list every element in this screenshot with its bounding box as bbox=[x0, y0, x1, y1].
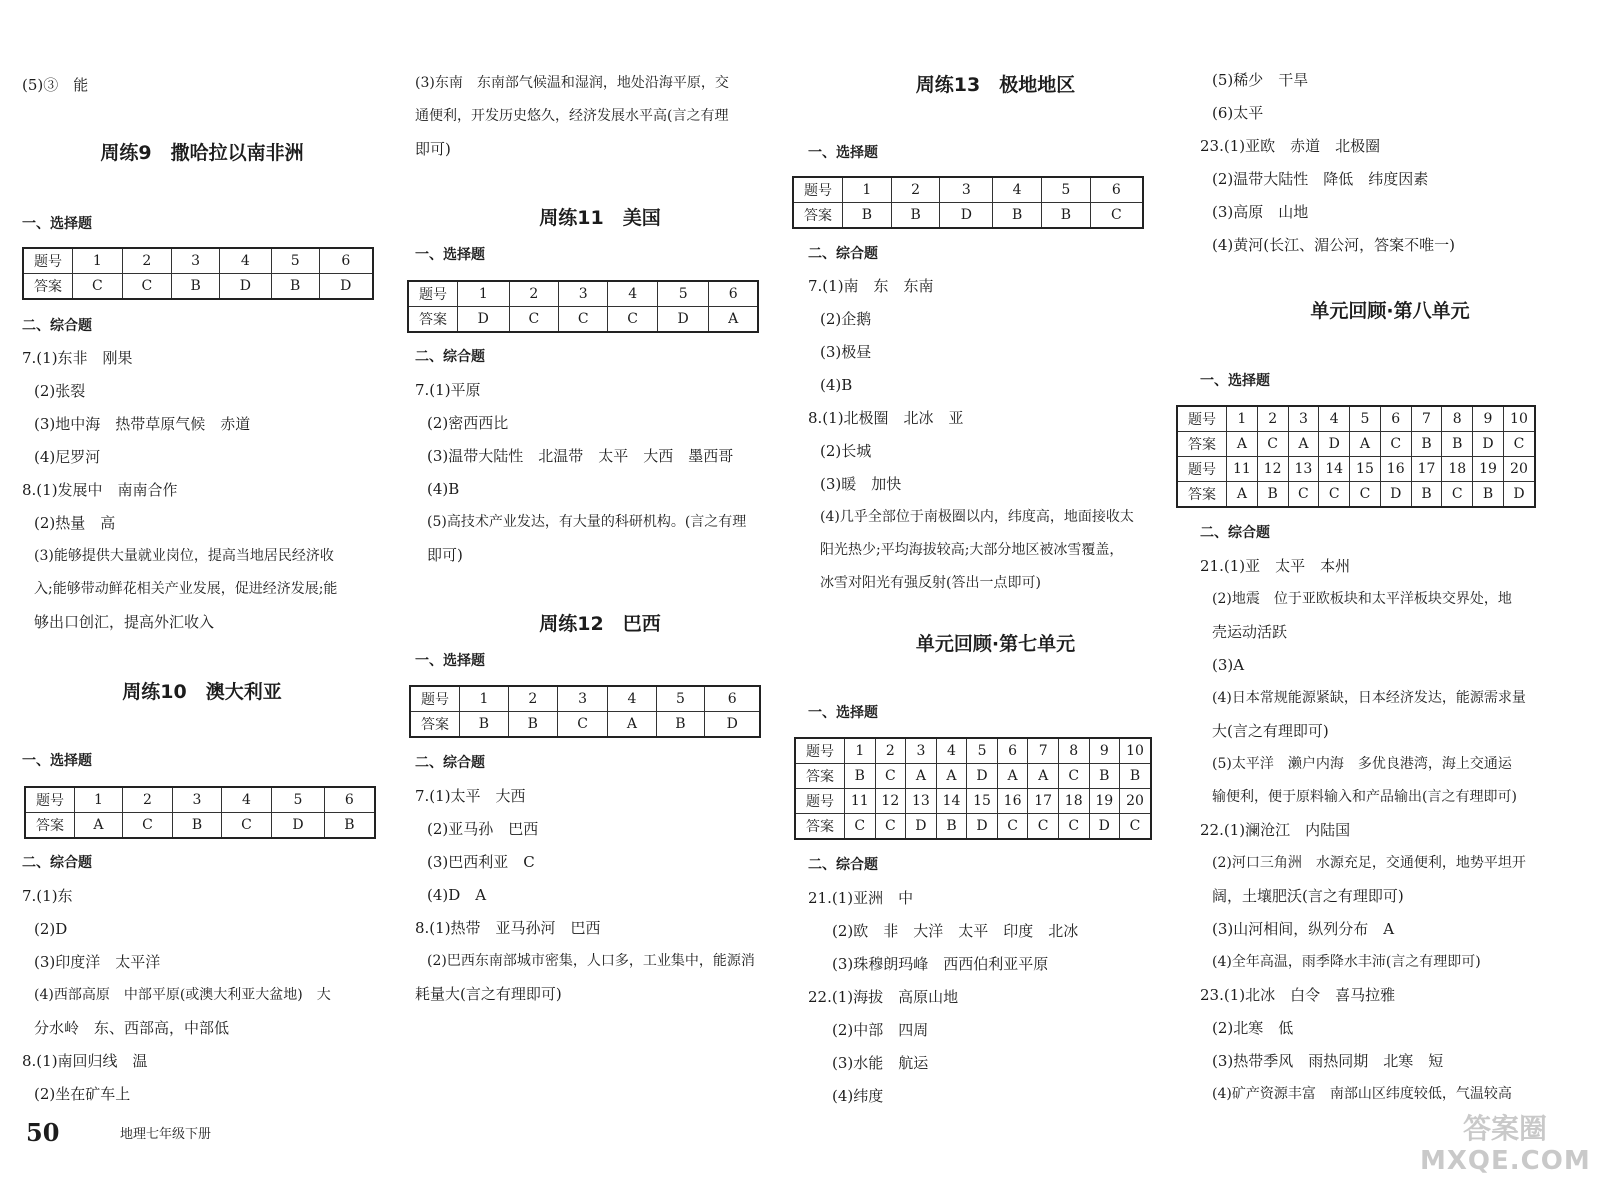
subsection-choice: 一、选择题 bbox=[415, 653, 485, 669]
table-cell: D bbox=[220, 274, 272, 300]
table-cell: D bbox=[967, 814, 998, 840]
table-cell: 3 bbox=[559, 281, 608, 307]
table-cell: 1 bbox=[75, 787, 123, 813]
table-cell: 答案 bbox=[25, 813, 75, 839]
answer-line: (6)太平 bbox=[1212, 104, 1264, 122]
table-row-head bbox=[1177, 406, 1535, 432]
table-cell: B bbox=[993, 203, 1042, 229]
table-cell: A bbox=[1350, 432, 1381, 457]
table-cell: 4 bbox=[993, 177, 1042, 203]
table-cell: D bbox=[705, 712, 760, 738]
table-cell: B bbox=[1411, 432, 1442, 457]
table-cell: 答案 bbox=[23, 274, 73, 300]
table-cell: A bbox=[1028, 764, 1059, 789]
answer-line: 壳运动活跃 bbox=[1212, 623, 1288, 641]
table-cell: D bbox=[967, 764, 998, 789]
table-row-answer bbox=[410, 712, 760, 738]
subsection-choice: 一、选择题 bbox=[1200, 373, 1270, 389]
table-cell: 12 bbox=[875, 789, 906, 814]
answer-line: (4)几乎全部位于南极圈以内，纬度高，地面接收太 bbox=[820, 509, 1134, 525]
table-cell: 4 bbox=[608, 686, 656, 712]
table-cell: 11 bbox=[1227, 457, 1258, 482]
answer-line: (5)太平洋 濑户内海 多优良港湾，海上交通运 bbox=[1212, 756, 1512, 772]
subsection-comprehensive: 二、综合题 bbox=[415, 755, 485, 771]
table-row-answer bbox=[25, 813, 375, 839]
answer-line: (3)热带季风 雨热同期 北寒 短 bbox=[1212, 1052, 1444, 1070]
table-cell: 11 bbox=[845, 789, 876, 814]
table-cell: 19 bbox=[1089, 789, 1120, 814]
table-cell: D bbox=[940, 203, 993, 229]
answer-line: (3)山河相间，纵列分布 A bbox=[1212, 920, 1395, 938]
table-cell: A bbox=[709, 307, 758, 333]
table-cell: 6 bbox=[1090, 177, 1143, 203]
answer-line: 21.(1)亚洲 中 bbox=[808, 889, 914, 907]
watermark-text: 答案圈 bbox=[1462, 1112, 1547, 1145]
answer-line: (3)能够提供大量就业岗位，提高当地居民经济收 bbox=[34, 548, 334, 564]
answer-line: (2)中部 四周 bbox=[832, 1021, 929, 1039]
table-row-answer bbox=[23, 274, 373, 300]
table-cell: B bbox=[1041, 203, 1090, 229]
table-cell: 题号 bbox=[795, 738, 845, 764]
table-row-head bbox=[408, 281, 758, 307]
table-cell: B bbox=[172, 274, 220, 300]
table-cell: 6 bbox=[319, 248, 373, 274]
table-cell: C bbox=[845, 814, 876, 840]
answer-line: 8.(1)北极圈 北冰 亚 bbox=[808, 409, 964, 427]
table-row-answer bbox=[408, 307, 758, 333]
table-cell: 答案 bbox=[410, 712, 460, 738]
table-cell: B bbox=[845, 764, 876, 789]
table-cell: 9 bbox=[1473, 406, 1504, 432]
table-cell: 6 bbox=[324, 787, 375, 813]
table-cell: C bbox=[1090, 203, 1143, 229]
watermark-logo bbox=[1420, 1112, 1590, 1184]
answer-line: 8.(1)热带 亚马孙河 巴西 bbox=[415, 919, 601, 937]
answer-line: (2)河口三角洲 水源充足，交通便利，地势平坦开 bbox=[1212, 855, 1526, 871]
table-cell: 13 bbox=[906, 789, 937, 814]
answer-line: 21.(1)亚 太平 本州 bbox=[1200, 557, 1351, 575]
section-title-unit8: 单元回顾·第八单元 bbox=[1310, 300, 1470, 322]
table-cell: C bbox=[1058, 814, 1089, 840]
table-cell: B bbox=[1120, 764, 1151, 789]
table-cell: C bbox=[509, 307, 558, 333]
table-cell: A bbox=[1227, 432, 1258, 457]
table-cell: 5 bbox=[271, 248, 319, 274]
answer-line: (2)欧 非 大洋 太平 印度 北冰 bbox=[832, 922, 1079, 940]
table-cell: 20 bbox=[1503, 457, 1535, 482]
table-row-head bbox=[23, 248, 373, 274]
table-cell: 6 bbox=[709, 281, 758, 307]
table-cell: 题号 bbox=[1177, 406, 1227, 432]
table-cell: 4 bbox=[1319, 406, 1350, 432]
table-row-head bbox=[1177, 457, 1535, 482]
table-cell: D bbox=[1473, 432, 1504, 457]
table-row-head bbox=[793, 177, 1143, 203]
table-cell: 5 bbox=[1350, 406, 1381, 432]
table-cell: B bbox=[508, 712, 557, 738]
table-cell: 1 bbox=[1227, 406, 1258, 432]
table-cell: 9 bbox=[1089, 738, 1120, 764]
table-cell: 2 bbox=[509, 281, 558, 307]
table-cell: A bbox=[906, 764, 937, 789]
answer-line: 通便利，开发历史悠久，经济发展水平高(言之有理 bbox=[415, 108, 729, 124]
table-cell: C bbox=[1442, 482, 1473, 508]
table-cell: 18 bbox=[1058, 789, 1089, 814]
table-cell: 7 bbox=[1411, 406, 1442, 432]
table-cell: B bbox=[271, 274, 319, 300]
table-cell: B bbox=[891, 203, 940, 229]
table-cell: 4 bbox=[608, 281, 657, 307]
table-cell: 15 bbox=[1350, 457, 1381, 482]
table-cell: 题号 bbox=[410, 686, 460, 712]
table-cell: C bbox=[557, 712, 608, 738]
table-cell: A bbox=[1288, 432, 1319, 457]
answer-table-week9 bbox=[22, 247, 374, 300]
table-row-answer bbox=[795, 814, 1151, 840]
table-cell: C bbox=[1503, 432, 1535, 457]
table-cell: 答案 bbox=[408, 307, 458, 333]
answer-line: 耗量大(言之有理即可) bbox=[415, 985, 562, 1003]
answer-table-unit8 bbox=[1176, 405, 1536, 508]
table-cell: 5 bbox=[657, 281, 709, 307]
table-cell: 6 bbox=[997, 738, 1028, 764]
table-cell: 5 bbox=[1041, 177, 1090, 203]
table-cell: B bbox=[173, 813, 222, 839]
table-cell: C bbox=[608, 307, 657, 333]
subsection-choice: 一、选择题 bbox=[808, 145, 878, 161]
table-cell: C bbox=[1120, 814, 1151, 840]
answer-line: (4)西部高原 中部平原(或澳大利亚大盆地) 大 bbox=[34, 987, 331, 1003]
answer-line: (2)长城 bbox=[820, 442, 872, 460]
table-cell: 14 bbox=[1319, 457, 1350, 482]
table-cell: C bbox=[1350, 482, 1381, 508]
table-cell: 6 bbox=[705, 686, 760, 712]
answer-line: 22.(1)海拔 高原山地 bbox=[808, 988, 959, 1006]
table-cell: 5 bbox=[656, 686, 705, 712]
table-cell: C bbox=[1319, 482, 1350, 508]
section-title-week12: 周练12 巴西 bbox=[539, 613, 661, 635]
table-cell: C bbox=[1058, 764, 1089, 789]
subsection-comprehensive: 二、综合题 bbox=[808, 857, 878, 873]
table-cell: 答案 bbox=[1177, 482, 1227, 508]
answer-line: (5)稀少 干旱 bbox=[1212, 71, 1309, 89]
table-cell: 2 bbox=[122, 248, 172, 274]
table-cell: 17 bbox=[1411, 457, 1442, 482]
answer-line: 够出口创汇，提高外汇收入 bbox=[34, 613, 215, 631]
section-title-week11: 周练11 美国 bbox=[539, 207, 661, 229]
table-cell: 13 bbox=[1288, 457, 1319, 482]
answer-line: (2)热量 高 bbox=[34, 514, 116, 532]
answer-line: 即可) bbox=[415, 140, 451, 158]
table-cell: C bbox=[122, 274, 172, 300]
answer-line: 7.(1)东 bbox=[22, 887, 73, 905]
answer-line: (3)A bbox=[1212, 656, 1245, 674]
table-cell: 3 bbox=[172, 248, 220, 274]
subsection-comprehensive: 二、综合题 bbox=[808, 246, 878, 262]
answer-line: (3)地中海 热带草原气候 赤道 bbox=[34, 415, 251, 433]
table-cell: 答案 bbox=[795, 814, 845, 840]
answer-line: (4)尼罗河 bbox=[34, 448, 101, 466]
answer-line: 7.(1)南 东 东南 bbox=[808, 277, 934, 295]
table-cell: C bbox=[1257, 432, 1288, 457]
answer-line: (3)东南 东南部气候温和湿润，地处沿海平原，交 bbox=[415, 75, 729, 91]
table-cell: D bbox=[1380, 482, 1411, 508]
section-title-unit7: 单元回顾·第七单元 bbox=[915, 633, 1076, 655]
table-cell: 1 bbox=[845, 738, 876, 764]
table-cell: B bbox=[1089, 764, 1120, 789]
table-cell: 6 bbox=[1380, 406, 1411, 432]
table-row-answer bbox=[795, 764, 1151, 789]
answer-line: (4)全年高温，雨季降水丰沛(言之有理即可) bbox=[1212, 954, 1481, 970]
section-title-week10: 周练10 澳大利亚 bbox=[122, 681, 282, 703]
answer-line: (2)巴西东南部城市密集，人口多，工业集中，能源消 bbox=[427, 953, 755, 969]
answer-line: 22.(1)澜沧江 内陆国 bbox=[1200, 821, 1351, 839]
answer-line: (4)黄河(长江、湄公河，答案不唯一) bbox=[1212, 236, 1455, 254]
answer-line: (3)印度洋 太平洋 bbox=[34, 953, 161, 971]
table-cell: D bbox=[657, 307, 709, 333]
table-cell: A bbox=[1227, 482, 1258, 508]
table-cell: 14 bbox=[936, 789, 967, 814]
table-cell: 1 bbox=[458, 281, 510, 307]
answer-line: (2)坐在矿车上 bbox=[34, 1085, 131, 1103]
table-cell: 3 bbox=[173, 787, 222, 813]
table-cell: 2 bbox=[508, 686, 557, 712]
table-cell: 3 bbox=[906, 738, 937, 764]
table-cell: A bbox=[997, 764, 1028, 789]
answer-line: (4)B bbox=[427, 480, 460, 498]
answer-line: 阔，土壤肥沃(言之有理即可) bbox=[1212, 887, 1404, 905]
subsection-choice: 一、选择题 bbox=[22, 753, 92, 769]
table-cell: B bbox=[843, 203, 892, 229]
answer-line: (3)巴西利亚 C bbox=[427, 853, 535, 871]
answer-line: (4)纬度 bbox=[832, 1087, 884, 1105]
table-cell: 16 bbox=[1380, 457, 1411, 482]
table-cell: C bbox=[875, 764, 906, 789]
answer-line: 8.(1)南回归线 温 bbox=[22, 1052, 148, 1070]
table-cell: D bbox=[272, 813, 325, 839]
table-cell: 1 bbox=[843, 177, 892, 203]
answer-line: 大(言之有理即可) bbox=[1212, 722, 1329, 740]
answer-table-week11 bbox=[407, 280, 759, 333]
answer-line: (2)张裂 bbox=[34, 382, 86, 400]
table-cell: 3 bbox=[940, 177, 993, 203]
answer-line: 即可) bbox=[427, 546, 463, 564]
table-cell: 题号 bbox=[795, 789, 845, 814]
table-cell: B bbox=[324, 813, 375, 839]
table-cell: B bbox=[656, 712, 705, 738]
table-cell: D bbox=[906, 814, 937, 840]
table-cell: C bbox=[1028, 814, 1059, 840]
table-row-answer bbox=[793, 203, 1143, 229]
table-cell: 答案 bbox=[793, 203, 843, 229]
answer-line: (3)高原 山地 bbox=[1212, 203, 1309, 221]
answer-table-unit7 bbox=[794, 737, 1152, 840]
table-cell: A bbox=[608, 712, 656, 738]
table-cell: 8 bbox=[1442, 406, 1473, 432]
table-cell: A bbox=[75, 813, 123, 839]
table-cell: 10 bbox=[1503, 406, 1535, 432]
subsection-choice: 一、选择题 bbox=[22, 216, 92, 232]
table-cell: C bbox=[122, 813, 172, 839]
table-cell: 1 bbox=[460, 686, 509, 712]
answer-line: (4)矿产资源丰富 南部山区纬度较低，气温较高 bbox=[1212, 1086, 1512, 1102]
table-cell: 题号 bbox=[793, 177, 843, 203]
table-cell: B bbox=[1442, 432, 1473, 457]
page-number: 50 bbox=[26, 1118, 60, 1147]
answer-table-week10 bbox=[24, 786, 376, 839]
answer-table-week13 bbox=[792, 176, 1144, 229]
table-cell: 3 bbox=[1288, 406, 1319, 432]
table-cell: 4 bbox=[936, 738, 967, 764]
table-cell: 5 bbox=[967, 738, 998, 764]
answer-line: 8.(1)发展中 南南合作 bbox=[22, 481, 178, 499]
table-cell: 答案 bbox=[795, 764, 845, 789]
answer-line: 冰雪对阳光有强反射(答出一点即可) bbox=[820, 575, 1041, 591]
table-cell: 3 bbox=[557, 686, 608, 712]
answer-line: (3)暖 加快 bbox=[820, 475, 902, 493]
table-cell: C bbox=[1288, 482, 1319, 508]
answer-line: 23.(1)亚欧 赤道 北极圈 bbox=[1200, 137, 1381, 155]
table-cell: 10 bbox=[1120, 738, 1151, 764]
subsection-comprehensive: 二、综合题 bbox=[1200, 525, 1270, 541]
answer-line: (3)温带大陆性 北温带 太平 大西 墨西哥 bbox=[427, 447, 734, 465]
table-cell: 7 bbox=[1028, 738, 1059, 764]
table-cell: 15 bbox=[967, 789, 998, 814]
section-title-week9: 周练9 撒哈拉以南非洲 bbox=[100, 142, 304, 164]
table-cell: C bbox=[559, 307, 608, 333]
table-cell: B bbox=[1473, 482, 1504, 508]
answer-line: (2)温带大陆性 降低 纬度因素 bbox=[1212, 170, 1429, 188]
answer-line: (4)D A bbox=[427, 886, 487, 904]
table-cell: A bbox=[936, 764, 967, 789]
subsection-comprehensive: 二、综合题 bbox=[22, 855, 92, 871]
answer-line: 输便利，便于原料输入和产品输出(言之有理即可) bbox=[1212, 789, 1517, 805]
subsection-choice: 一、选择题 bbox=[415, 247, 485, 263]
subsection-choice: 一、选择题 bbox=[808, 705, 878, 721]
table-cell: D bbox=[319, 274, 373, 300]
table-cell: C bbox=[221, 813, 271, 839]
table-cell: 17 bbox=[1028, 789, 1059, 814]
table-cell: 4 bbox=[220, 248, 272, 274]
table-cell: 题号 bbox=[25, 787, 75, 813]
answer-line: 7.(1)东非 刚果 bbox=[22, 349, 133, 367]
table-cell: C bbox=[1380, 432, 1411, 457]
answer-line: (3)珠穆朗玛峰 西西伯利亚平原 bbox=[832, 955, 1049, 973]
table-cell: 4 bbox=[221, 787, 271, 813]
table-cell: B bbox=[1257, 482, 1288, 508]
answer-line: (3)水能 航运 bbox=[832, 1054, 929, 1072]
answer-line: (4)日本常规能源紧缺，日本经济发达，能源需求量 bbox=[1212, 690, 1526, 706]
subsection-comprehensive: 二、综合题 bbox=[22, 318, 92, 334]
table-cell: 16 bbox=[997, 789, 1028, 814]
answer-line: (2)企鹅 bbox=[820, 310, 872, 328]
answer-line: 23.(1)北冰 白令 喜马拉雅 bbox=[1200, 986, 1396, 1004]
table-cell: 2 bbox=[891, 177, 940, 203]
book-title: 地理七年级下册 bbox=[120, 1127, 212, 1142]
answer-line: (2)亚马孙 巴西 bbox=[427, 820, 539, 838]
table-cell: B bbox=[460, 712, 509, 738]
table-cell: 12 bbox=[1257, 457, 1288, 482]
table-cell: D bbox=[458, 307, 510, 333]
answer-line: 7.(1)平原 bbox=[415, 381, 481, 399]
answer-table-week12 bbox=[409, 685, 761, 738]
answer-line: 分水岭 东、西部高，中部低 bbox=[34, 1019, 230, 1037]
answer-line: (4)B bbox=[820, 376, 853, 394]
table-row-answer bbox=[1177, 432, 1535, 457]
table-cell: D bbox=[1503, 482, 1535, 508]
table-row-head bbox=[795, 738, 1151, 764]
answer-line: (2)北寒 低 bbox=[1212, 1019, 1294, 1037]
table-cell: 2 bbox=[875, 738, 906, 764]
table-row-head bbox=[25, 787, 375, 813]
table-cell: 2 bbox=[122, 787, 172, 813]
table-row-head bbox=[795, 789, 1151, 814]
table-cell: 19 bbox=[1473, 457, 1504, 482]
table-cell: C bbox=[73, 274, 123, 300]
table-cell: 8 bbox=[1058, 738, 1089, 764]
watermark-url: MXQE.COM bbox=[1420, 1146, 1591, 1176]
table-cell: 2 bbox=[1257, 406, 1288, 432]
table-cell: D bbox=[1319, 432, 1350, 457]
table-cell: C bbox=[997, 814, 1028, 840]
table-cell: 20 bbox=[1120, 789, 1151, 814]
answer-line: (5)③ 能 bbox=[22, 76, 89, 94]
answer-line: (2)密西西比 bbox=[427, 414, 509, 432]
answer-line: 阳光热少;平均海拔较高;大部分地区被冰雪覆盖， bbox=[820, 542, 1124, 558]
table-cell: 题号 bbox=[23, 248, 73, 274]
table-cell: B bbox=[936, 814, 967, 840]
subsection-comprehensive: 二、综合题 bbox=[415, 349, 485, 365]
section-title-week13: 周练13 极地地区 bbox=[915, 74, 1076, 96]
table-row-answer bbox=[1177, 482, 1535, 508]
table-cell: 题号 bbox=[408, 281, 458, 307]
answer-line: (3)极昼 bbox=[820, 343, 872, 361]
table-cell: 答案 bbox=[1177, 432, 1227, 457]
table-cell: 5 bbox=[272, 787, 325, 813]
answer-line: (2)地震 位于亚欧板块和太平洋板块交界处，地 bbox=[1212, 591, 1512, 607]
table-cell: D bbox=[1089, 814, 1120, 840]
table-cell: C bbox=[875, 814, 906, 840]
answer-line: (5)高技术产业发达，有大量的科研机构。(言之有理 bbox=[427, 514, 747, 530]
table-cell: 题号 bbox=[1177, 457, 1227, 482]
table-cell: B bbox=[1411, 482, 1442, 508]
table-row-head bbox=[410, 686, 760, 712]
answer-line: 7.(1)太平 大西 bbox=[415, 787, 526, 805]
table-cell: 1 bbox=[73, 248, 123, 274]
table-cell: 18 bbox=[1442, 457, 1473, 482]
answer-line: (2)D bbox=[34, 920, 68, 938]
answer-line: 入;能够带动鲜花相关产业发展，促进经济发展;能 bbox=[34, 581, 338, 597]
